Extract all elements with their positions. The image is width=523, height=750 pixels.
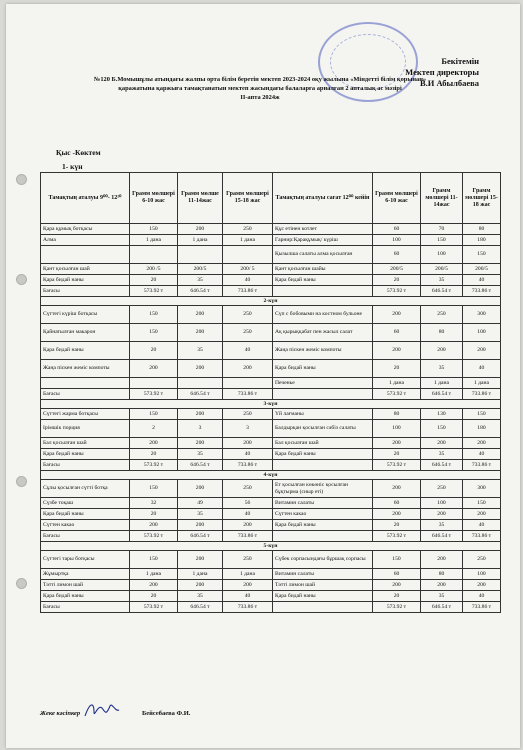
gram-cell: 35 <box>178 342 223 360</box>
day-label: 3-күн <box>41 400 501 409</box>
gram-cell: 20 <box>373 591 421 602</box>
gram-cell: 200 <box>463 438 501 449</box>
season-label: Қыс -Көктем <box>56 148 101 157</box>
menu-row <box>41 551 501 569</box>
gram-cell: 150 <box>463 409 501 420</box>
dish-name-cell: Бағасы <box>41 286 130 297</box>
header-cell: Тамақтың аталуы сағат 12⁰⁰ кейін <box>273 173 373 224</box>
title-line: №120 Б.Момышұлы атындағы жалпы орта білім беретін мектеп 2023-2024 оқу жылына «Міндетті білім қорынан» <box>93 76 427 83</box>
day-label: 4-күн <box>41 471 501 480</box>
gram-cell: 60 <box>373 246 421 264</box>
dish-name-cell: Қара бидай наны <box>273 449 373 460</box>
gram-cell: 35 <box>421 449 463 460</box>
gram-cell: 200 <box>223 438 273 449</box>
dish-name-cell: Жаңа піскен жеміс компоты <box>41 360 130 378</box>
gram-cell: 60 <box>373 224 421 235</box>
gram-cell: 200 <box>373 342 421 360</box>
dish-name-cell <box>41 378 130 389</box>
dish-name-cell: Қант қосылған шайы <box>273 264 373 275</box>
gram-cell: 40 <box>223 449 273 460</box>
gram-cell: 250 <box>223 224 273 235</box>
gram-cell: 20 <box>373 449 421 460</box>
gram-cell: 3 <box>178 420 223 438</box>
gram-cell: 646.54 т <box>421 389 463 400</box>
dish-name-cell: Қара бидай наны <box>41 449 130 460</box>
gram-cell: 20 <box>130 449 178 460</box>
gram-cell: 200/5 <box>373 264 421 275</box>
gram-cell: 200 <box>223 520 273 531</box>
gram-cell: 250 <box>223 306 273 324</box>
dish-name-cell: Бал қосылған шай <box>273 438 373 449</box>
dish-name-cell: Қара бидай наны <box>41 342 130 360</box>
day-label-row <box>41 297 501 306</box>
dish-name-cell: Бал қосылған шай <box>41 438 130 449</box>
gram-cell: 573.92 т <box>373 460 421 471</box>
gram-cell: 150 <box>130 551 178 569</box>
gram-cell: 100 <box>463 569 501 580</box>
menu-row <box>41 569 501 580</box>
dish-name-cell: Қызылша салаты алма қосылған <box>273 246 373 264</box>
gram-cell: 250 <box>223 480 273 498</box>
gram-cell: 200 <box>178 409 223 420</box>
dish-name-cell: Қара бидай наны <box>273 520 373 531</box>
day-label-row <box>41 542 501 551</box>
gram-cell: 20 <box>373 360 421 378</box>
dish-name-cell <box>41 246 130 264</box>
gram-cell: 646.54 т <box>421 602 463 613</box>
dish-name-cell: Қара бидай наны <box>273 360 373 378</box>
menu-row <box>41 324 501 342</box>
day-label: 2-күн <box>41 297 501 306</box>
gram-cell: 250 <box>223 324 273 342</box>
dish-name-cell <box>273 460 373 471</box>
document-title <box>40 75 480 102</box>
dish-name-cell: Қара бидай наны <box>41 275 130 286</box>
gram-cell: 300 <box>463 306 501 324</box>
gram-cell: 70 <box>421 224 463 235</box>
dish-name-cell: Ет қосылған көкөніс қосылған бұқтырма (сиыр еті) <box>273 480 373 498</box>
gram-cell: 200 <box>463 509 501 520</box>
dish-name-cell <box>273 602 373 613</box>
dish-name-cell: Жаңа піскен жеміс компоты <box>273 342 373 360</box>
gram-cell: 573.92 т <box>373 531 421 542</box>
header-cell: Грамм мөлшері 15-18 жас <box>223 173 273 224</box>
gram-cell: 733.86 т <box>223 389 273 400</box>
gram-cell: 56 <box>223 498 273 509</box>
gram-cell: 573.92 т <box>373 602 421 613</box>
gram-cell: 200/ 5 <box>223 264 273 275</box>
gram-cell: 200 <box>373 580 421 591</box>
menu-row <box>41 409 501 420</box>
header-cell: Грамм мөлшері 6-10 жас <box>373 173 421 224</box>
gram-cell: 150 <box>463 498 501 509</box>
gram-cell: 573.92 т <box>130 460 178 471</box>
day-label: 5-күн <box>41 542 501 551</box>
gram-cell: 40 <box>223 591 273 602</box>
gram-cell: 1 дана <box>421 378 463 389</box>
gram-cell: 80 <box>421 569 463 580</box>
menu-row <box>41 449 501 460</box>
punch-hole <box>16 274 27 285</box>
gram-cell: 200/5 <box>178 264 223 275</box>
gram-cell: 200 <box>421 580 463 591</box>
punch-hole <box>16 174 27 185</box>
footer-name: Бейсебаева Ф.И. <box>142 710 191 717</box>
gram-cell: 646.54 т <box>178 286 223 297</box>
dish-name-cell: Қара бидай наны <box>41 591 130 602</box>
gram-cell: 250 <box>421 306 463 324</box>
gram-cell: 733.86 т <box>223 531 273 542</box>
header-cell: Грамм мөлше 11-14жас <box>178 173 223 224</box>
gram-cell: 646.54 т <box>421 286 463 297</box>
header-cell: Грамм мөлшері 11-14жас <box>421 173 463 224</box>
gram-cell: 35 <box>178 591 223 602</box>
price-row <box>41 602 501 613</box>
gram-cell: 60 <box>373 498 421 509</box>
menu-row <box>41 224 501 235</box>
dish-name-cell: Сүбек сорпасындағы бұршақ сорпасы <box>273 551 373 569</box>
gram-cell: 80 <box>421 324 463 342</box>
gram-cell: 49 <box>178 498 223 509</box>
gram-cell: 646.54 т <box>178 389 223 400</box>
gram-cell: 1 дана <box>223 235 273 246</box>
gram-cell: 200 <box>130 438 178 449</box>
gram-cell <box>178 378 223 389</box>
gram-cell: 733.86 т <box>223 286 273 297</box>
gram-cell: 1 дана <box>130 235 178 246</box>
gram-cell: 40 <box>463 360 501 378</box>
dish-name-cell: Печенье <box>273 378 373 389</box>
gram-cell: 200 <box>130 580 178 591</box>
dish-name-cell: Құс етінен котлет <box>273 224 373 235</box>
gram-cell: 1 дана <box>463 378 501 389</box>
approval-heading: Бекітемін <box>441 56 479 66</box>
gram-cell: 35 <box>421 275 463 286</box>
gram-cell: 200 <box>373 306 421 324</box>
menu-row <box>41 480 501 498</box>
gram-cell: 200 <box>178 360 223 378</box>
gram-cell: 200 <box>178 306 223 324</box>
dish-name-cell: Сүттегі жарма ботқасы <box>41 409 130 420</box>
gram-cell: 1 дана <box>178 235 223 246</box>
gram-cell: 573.92 т <box>373 389 421 400</box>
gram-cell: 130 <box>421 409 463 420</box>
gram-cell: 60 <box>373 569 421 580</box>
gram-cell: 200 <box>130 520 178 531</box>
gram-cell: 250 <box>223 551 273 569</box>
gram-cell: 35 <box>178 509 223 520</box>
gram-cell: 573.92 т <box>130 389 178 400</box>
gram-cell: 40 <box>223 509 273 520</box>
gram-cell: 40 <box>463 275 501 286</box>
gram-cell: 3 <box>223 420 273 438</box>
menu-row <box>41 378 501 389</box>
gram-cell: 150 <box>130 224 178 235</box>
header-cell: Тамақтың аталуы 9⁰⁰- 12²⁰ <box>41 173 130 224</box>
menu-row <box>41 264 501 275</box>
header-cell: Грамм мөлшері 6-10 жас <box>130 173 178 224</box>
gram-cell: 573.92 т <box>373 286 421 297</box>
gram-cell: 200 <box>373 509 421 520</box>
gram-cell: 200 <box>178 480 223 498</box>
menu-table-body <box>41 224 501 613</box>
gram-cell: 646.54 т <box>178 602 223 613</box>
gram-cell: 200 <box>223 360 273 378</box>
gram-cell: 150 <box>130 480 178 498</box>
gram-cell: 200 <box>178 438 223 449</box>
gram-cell: 20 <box>373 520 421 531</box>
menu-row <box>41 438 501 449</box>
gram-cell: 40 <box>463 520 501 531</box>
gram-cell: 150 <box>373 551 421 569</box>
menu-row <box>41 235 501 246</box>
gram-cell: 200 /5 <box>130 264 178 275</box>
gram-cell: 20 <box>373 275 421 286</box>
gram-cell: 200 <box>223 580 273 591</box>
dish-name-cell: Гарнир:Қарақұмық/ күріш <box>273 235 373 246</box>
gram-cell <box>178 246 223 264</box>
day-label-row <box>41 471 501 480</box>
gram-cell: 2 <box>130 420 178 438</box>
dish-name-cell: Сұлы қосылған сүтті ботқа <box>41 480 130 498</box>
dish-name-cell: Тәтті лимон шай <box>273 580 373 591</box>
gram-cell: 150 <box>421 420 463 438</box>
dish-name-cell: Жұмыртқа <box>41 569 130 580</box>
gram-cell: 100 <box>373 235 421 246</box>
gram-cell: 733.86 т <box>223 602 273 613</box>
dish-name-cell: Балдырқан қосылған сәбіз салаты <box>273 420 373 438</box>
gram-cell: 1 дана <box>373 378 421 389</box>
gram-cell: 573.92 т <box>130 531 178 542</box>
gram-cell: 200 <box>178 580 223 591</box>
gram-cell: 35 <box>421 591 463 602</box>
menu-row <box>41 306 501 324</box>
dish-name-cell <box>273 389 373 400</box>
dish-name-cell: Сүттегі тары ботқасы <box>41 551 130 569</box>
gram-cell: 733.86 т <box>463 286 501 297</box>
dish-name-cell: Сүттегі күріш ботқасы <box>41 306 130 324</box>
dish-name-cell: Сүзбе тоқаш <box>41 498 130 509</box>
gram-cell: 200 <box>373 438 421 449</box>
gram-cell: 40 <box>223 342 273 360</box>
gram-cell: 20 <box>130 509 178 520</box>
gram-cell: 250 <box>421 480 463 498</box>
dish-name-cell: Сүп с бобовыми на костном бульоне <box>273 306 373 324</box>
dish-name-cell <box>273 286 373 297</box>
dish-name-cell: Витамин салаты <box>273 569 373 580</box>
gram-cell: 200 <box>373 480 421 498</box>
gram-cell: 100 <box>421 498 463 509</box>
gram-cell: 200 <box>178 520 223 531</box>
dish-name-cell: Қант қосылған шай <box>41 264 130 275</box>
gram-cell: 35 <box>421 360 463 378</box>
gram-cell: 80 <box>463 224 501 235</box>
header-cell: Грамм мөлшері 15-18 жас <box>463 173 501 224</box>
day-label-row <box>41 400 501 409</box>
gram-cell: 180 <box>463 420 501 438</box>
footer-role: Жеке кәсіпкер <box>40 710 81 717</box>
menu-row <box>41 498 501 509</box>
gram-cell: 32 <box>130 498 178 509</box>
gram-cell <box>130 246 178 264</box>
gram-cell: 200/5 <box>463 264 501 275</box>
gram-cell: 200 <box>463 342 501 360</box>
gram-cell: 646.54 т <box>421 531 463 542</box>
menu-row <box>41 246 501 264</box>
gram-cell: 733.86 т <box>463 460 501 471</box>
punch-hole <box>16 578 27 589</box>
dish-name-cell: Бағасы <box>41 531 130 542</box>
menu-row <box>41 591 501 602</box>
signature <box>82 700 122 722</box>
dish-name-cell: Ақ қырыққабат пен жасыл салат <box>273 324 373 342</box>
gram-cell: 200 <box>421 438 463 449</box>
gram-cell: 80 <box>373 409 421 420</box>
gram-cell: 100 <box>463 324 501 342</box>
dish-name-cell: Қара құмық ботқасы <box>41 224 130 235</box>
gram-cell: 40 <box>463 449 501 460</box>
price-row <box>41 531 501 542</box>
gram-cell: 733.86 т <box>463 602 501 613</box>
dish-name-cell: Қара бидай наны <box>41 509 130 520</box>
menu-row <box>41 420 501 438</box>
gram-cell: 40 <box>223 275 273 286</box>
gram-cell: 646.54 т <box>178 460 223 471</box>
gram-cell: 200 <box>421 342 463 360</box>
day-1-label: 1- күн <box>62 162 83 171</box>
gram-cell: 20 <box>130 342 178 360</box>
gram-cell: 150 <box>130 324 178 342</box>
gram-cell: 200 <box>421 509 463 520</box>
dish-name-cell <box>273 531 373 542</box>
gram-cell: 200 <box>178 551 223 569</box>
gram-cell <box>223 246 273 264</box>
gram-cell: 150 <box>421 235 463 246</box>
gram-cell: 35 <box>421 520 463 531</box>
punch-hole <box>16 476 27 487</box>
menu-row <box>41 520 501 531</box>
dish-name-cell: Қайнатылған макарон <box>41 324 130 342</box>
gram-cell: 250 <box>223 409 273 420</box>
gram-cell: 60 <box>373 324 421 342</box>
price-row <box>41 389 501 400</box>
menu-row <box>41 275 501 286</box>
gram-cell: 100 <box>421 246 463 264</box>
gram-cell: 200/5 <box>421 264 463 275</box>
menu-row <box>41 580 501 591</box>
gram-cell: 1 дана <box>223 569 273 580</box>
gram-cell: 200 <box>178 324 223 342</box>
gram-cell: 250 <box>463 551 501 569</box>
gram-cell: 733.86 т <box>223 460 273 471</box>
gram-cell: 40 <box>463 591 501 602</box>
gram-cell: 100 <box>373 420 421 438</box>
dish-name-cell: Бағасы <box>41 389 130 400</box>
gram-cell <box>130 378 178 389</box>
dish-name-cell: Қара бидай наны <box>273 591 373 602</box>
dish-name-cell: Сүттен какао <box>41 520 130 531</box>
dish-name-cell: Үй лағманы <box>273 409 373 420</box>
menu-row <box>41 509 501 520</box>
gram-cell: 573.92 т <box>130 286 178 297</box>
dish-name-cell: Қара бидай наны <box>273 275 373 286</box>
title-line: қаражатына қаржыға тамақтанатын мектеп жасындағы балаларға арналған 2 апталық ас мәзірі <box>118 85 402 92</box>
price-row <box>41 460 501 471</box>
gram-cell: 200 <box>178 224 223 235</box>
gram-cell: 35 <box>178 275 223 286</box>
approval-name: В.И Абылбаева <box>419 78 479 88</box>
dish-name-cell: Ірімшік порция <box>41 420 130 438</box>
dish-name-cell: Сүттен какао <box>273 509 373 520</box>
gram-cell: 300 <box>463 480 501 498</box>
price-row <box>41 286 501 297</box>
gram-cell: 646.54 т <box>421 460 463 471</box>
dish-name-cell: Бағасы <box>41 602 130 613</box>
gram-cell: 200 <box>463 580 501 591</box>
table-header-row <box>41 173 501 224</box>
gram-cell: 733.86 т <box>463 389 501 400</box>
gram-cell: 573.92 т <box>130 602 178 613</box>
gram-cell: 20 <box>130 275 178 286</box>
gram-cell: 1 дана <box>178 569 223 580</box>
menu-table <box>40 172 501 613</box>
title-week: II-апта 2024ж <box>240 94 280 101</box>
gram-cell: 35 <box>178 449 223 460</box>
dish-name-cell: Тәтті лимон шай <box>41 580 130 591</box>
gram-cell: 200 <box>421 551 463 569</box>
gram-cell: 733.86 т <box>463 531 501 542</box>
dish-name-cell: Витамин салаты <box>273 498 373 509</box>
menu-row <box>41 360 501 378</box>
gram-cell <box>223 378 273 389</box>
approval-position: Мектеп директоры <box>405 67 479 77</box>
gram-cell: 150 <box>130 409 178 420</box>
gram-cell: 20 <box>130 591 178 602</box>
dish-name-cell: Алма <box>41 235 130 246</box>
menu-row <box>41 342 501 360</box>
gram-cell: 1 дана <box>130 569 178 580</box>
gram-cell: 150 <box>130 306 178 324</box>
dish-name-cell: Бағасы <box>41 460 130 471</box>
gram-cell: 200 <box>130 360 178 378</box>
gram-cell: 150 <box>463 246 501 264</box>
gram-cell: 646.54 т <box>178 531 223 542</box>
gram-cell: 180 <box>463 235 501 246</box>
